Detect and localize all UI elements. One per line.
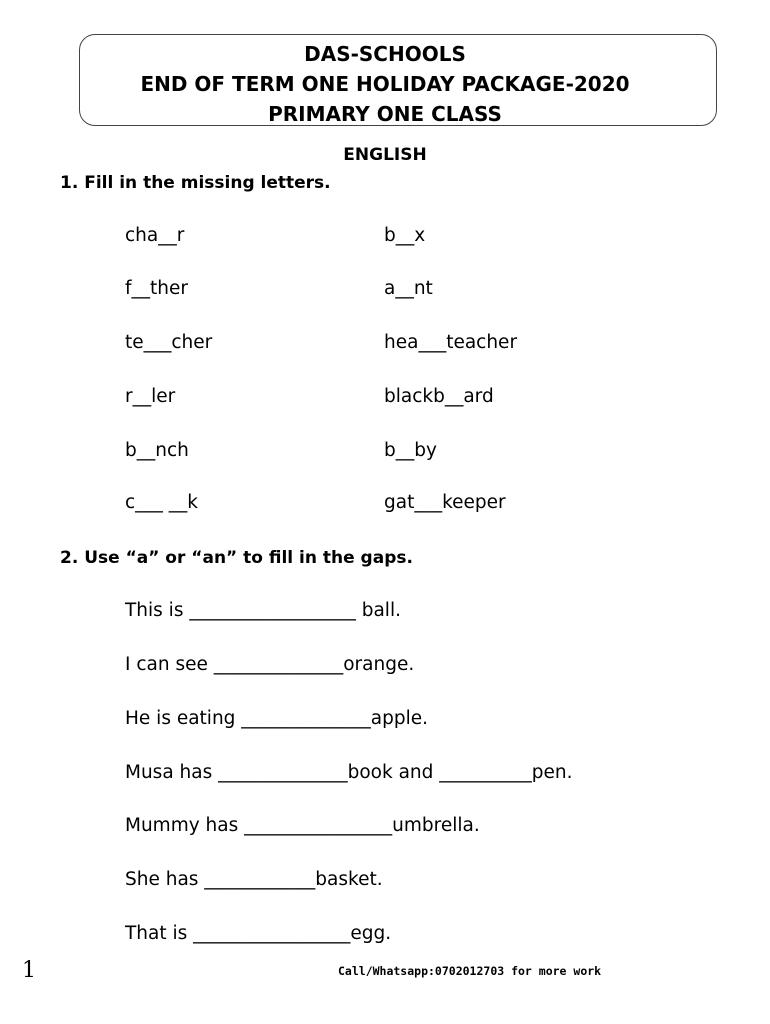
question-1-heading: 1. Fill in the missing letters. [60, 173, 331, 193]
word-item: te___cher [125, 332, 213, 353]
word-item: b__x [384, 225, 426, 246]
subject-title: ENGLISH [343, 145, 427, 165]
gap-sentence: He is eating ______________apple. [125, 708, 429, 729]
page-number: 1 [22, 958, 36, 983]
word-item: b__by [384, 440, 437, 461]
gap-sentence: Musa has ______________book and __________pen. [125, 762, 573, 783]
class-name: PRIMARY ONE CLASS [268, 102, 502, 126]
school-name: DAS-SCHOOLS [304, 42, 466, 66]
gap-sentence: She has ____________basket. [125, 869, 383, 890]
gap-sentence: That is _________________egg. [125, 923, 392, 944]
word-item: c___ __k [125, 492, 199, 513]
footer-contact-note: Call/Whatsapp:0702012703 for more work [338, 964, 602, 978]
gap-sentence: Mummy has ________________umbrella. [125, 815, 480, 836]
word-item: hea___teacher [384, 332, 518, 353]
word-item: a__nt [384, 278, 433, 299]
word-item: b__nch [125, 440, 189, 461]
word-item: blackb__ard [384, 386, 494, 407]
word-item: gat___keeper [384, 492, 506, 513]
package-title: END OF TERM ONE HOLIDAY PACKAGE-2020 [140, 72, 630, 96]
word-item: cha__r [125, 225, 185, 246]
gap-sentence: I can see ______________orange. [125, 654, 415, 675]
question-2-heading: 2. Use “a” or “an” to fill in the gaps. [60, 548, 413, 568]
word-item: r__ler [125, 386, 176, 407]
word-item: f__ther [125, 278, 188, 299]
gap-sentence: This is __________________ ball. [125, 600, 401, 621]
